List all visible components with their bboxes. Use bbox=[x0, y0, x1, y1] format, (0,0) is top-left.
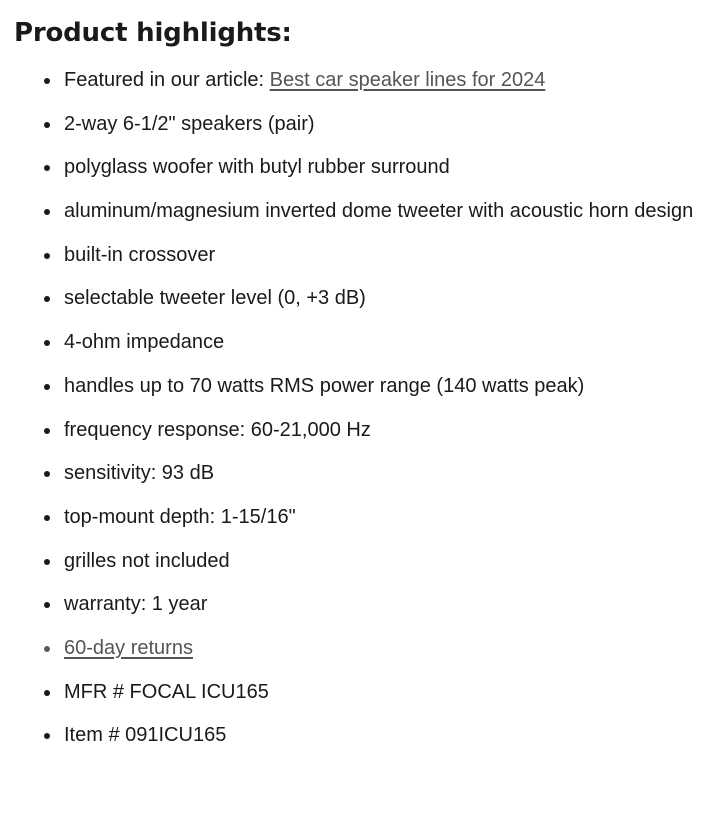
list-item: warranty: 1 year bbox=[14, 588, 704, 622]
list-item: frequency response: 60-21,000 Hz bbox=[14, 414, 704, 448]
list-item: built-in crossover bbox=[14, 239, 704, 273]
list-item: Item # 091ICU165 bbox=[14, 719, 704, 753]
highlights-list bbox=[14, 64, 704, 753]
list-item: top-mount depth: 1-15/16" bbox=[14, 501, 704, 535]
60-day-returns-link[interactable]: 60-day returns bbox=[64, 636, 193, 659]
list-item: sensitivity: 93 dB bbox=[14, 457, 704, 491]
list-item: aluminum/magnesium inverted dome tweeter with acoustic horn design bbox=[14, 195, 704, 229]
list-item: polyglass woofer with butyl rubber surround bbox=[14, 151, 704, 185]
list-item: 4-ohm impedance bbox=[14, 326, 704, 360]
list-item: selectable tweeter level (0, +3 dB) bbox=[14, 282, 704, 316]
list-item: 2-way 6-1/2" speakers (pair) bbox=[14, 108, 704, 142]
product-highlights-heading: Product highlights: bbox=[14, 18, 292, 48]
list-item-featured-article bbox=[14, 64, 704, 98]
featured-article-prefix: Featured in our article: bbox=[64, 69, 270, 91]
list-item: grilles not included bbox=[14, 545, 704, 579]
best-car-speaker-lines-link[interactable]: Best car speaker lines for 2024 bbox=[269, 69, 546, 91]
list-item: handles up to 70 watts RMS power range (140 watts peak) bbox=[14, 370, 704, 404]
list-item-returns bbox=[14, 632, 704, 666]
list-item: MFR # FOCAL ICU165 bbox=[14, 676, 704, 710]
